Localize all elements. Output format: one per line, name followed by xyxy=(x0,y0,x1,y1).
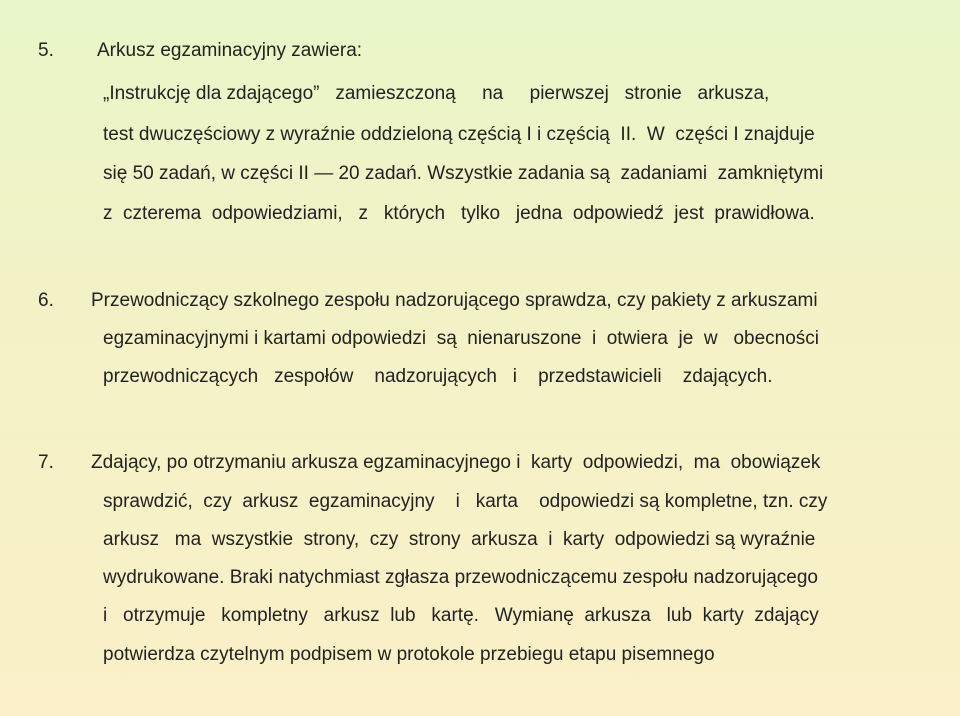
item-number: 5. xyxy=(38,40,54,61)
item-text-line: test dwuczęściowy z wyraźnie oddzieloną częścią I i częścią II. W części I znajduje xyxy=(103,124,815,145)
item-text-line: arkusz ma wszystkie strony, czy strony arkusza i karty odpowiedzi są wyraźnie xyxy=(103,529,816,550)
item-text-line: Arkusz egzaminacyjny zawiera: xyxy=(97,40,363,61)
item-text-line: się 50 zadań, w części II — 20 zadań. Wszystkie zadania są zadaniami zamkniętymi xyxy=(103,163,824,184)
item-number: 7. xyxy=(38,452,54,473)
item-number: 6. xyxy=(38,290,54,311)
item-text-line: Przewodniczący szkolnego zespołu nadzorującego sprawdza, czy pakiety z arkuszami xyxy=(91,290,818,311)
item-text-line: z czterema odpowiedziami, z których tylko jedna odpowiedź jest prawidłowa. xyxy=(103,203,815,224)
item-text-line: wydrukowane. Braki natychmiast zgłasza przewodniczącemu zespołu nadzorującego xyxy=(103,567,818,588)
item-text-line: sprawdzić, czy arkusz egzaminacyjny i karta odpowiedzi są kompletne, tzn. czy xyxy=(103,491,828,512)
item-text-line: potwierdza czytelnym podpisem w protokole przebiegu etapu pisemnego xyxy=(103,644,715,665)
item-text-line: egzaminacyjnymi i kartami odpowiedzi są nienaruszone i otwiera je w obecności xyxy=(103,328,819,349)
item-text-line: przewodniczących zespołów nadzorujących i przedstawicieli zdających. xyxy=(103,366,773,387)
item-text-line: Zdający, po otrzymaniu arkusza egzaminacyjnego i karty odpowiedzi, ma obowiązek xyxy=(91,452,821,473)
item-text-line: i otrzymuje kompletny arkusz lub kartę. Wymianę arkusza lub karty zdający xyxy=(103,605,819,626)
item-text-line: „Instrukcję dla zdającego” zamieszczoną na pierwszej stronie arkusza, xyxy=(103,83,770,104)
